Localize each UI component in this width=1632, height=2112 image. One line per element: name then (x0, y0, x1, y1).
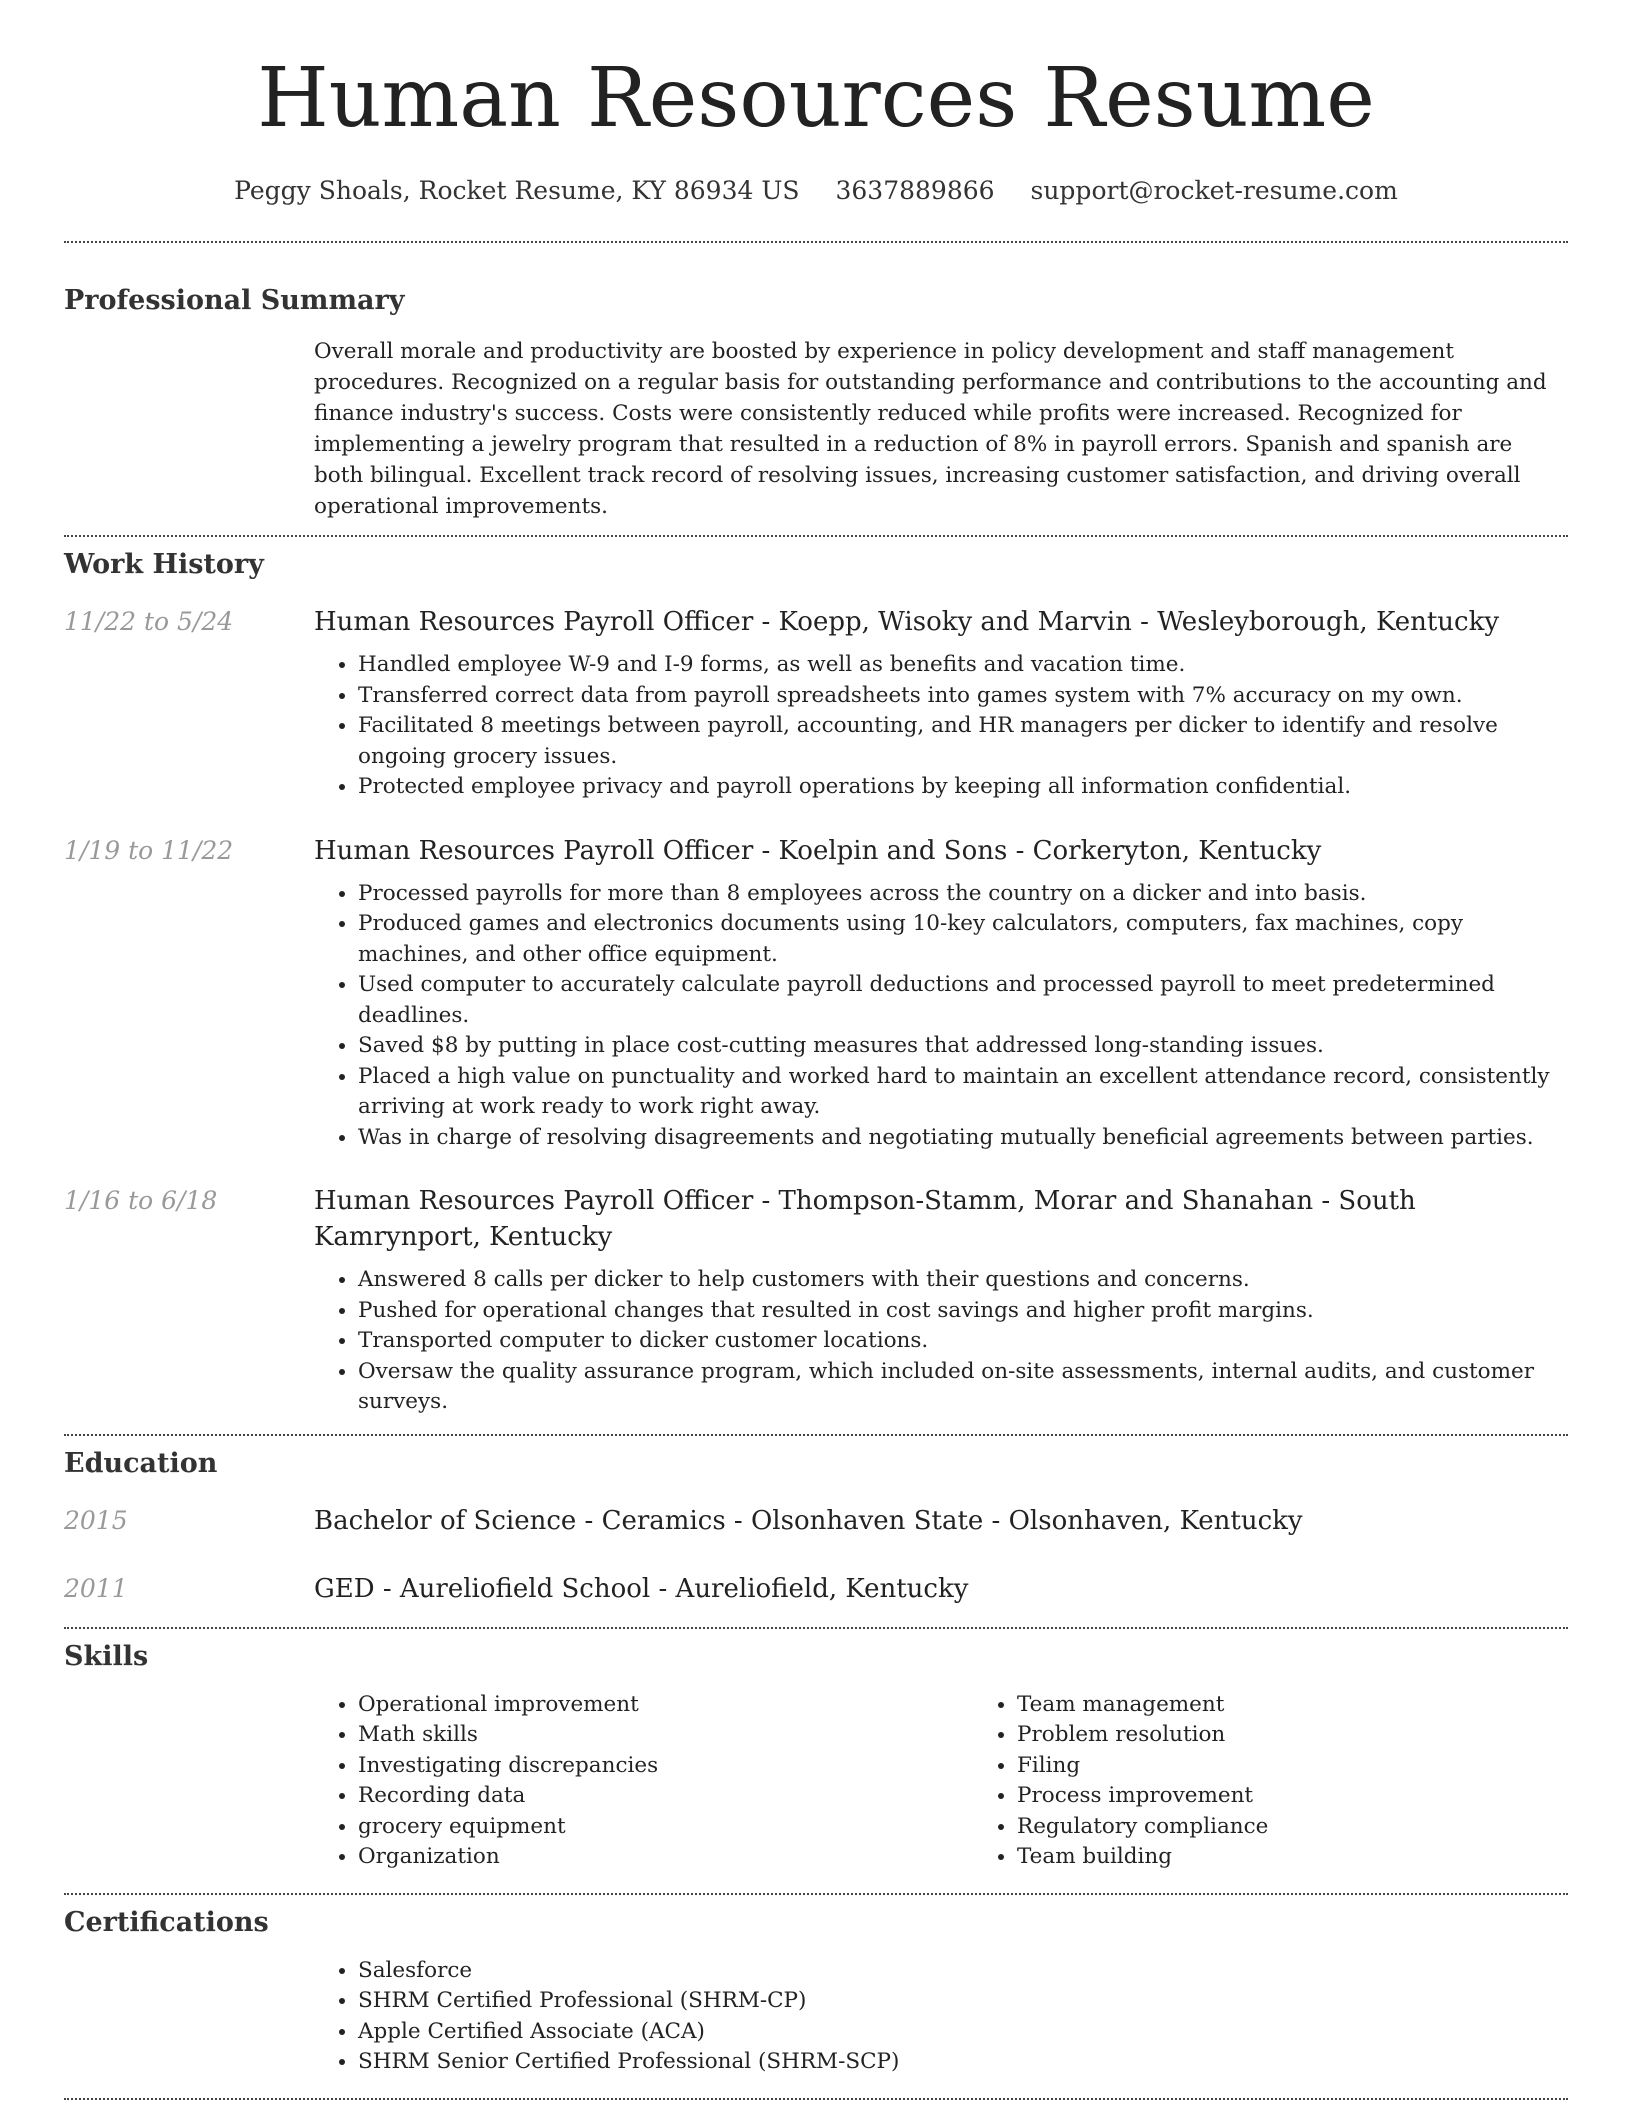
contact-phone: 3637889866 (835, 176, 995, 205)
list-item: • Operational improvement (358, 1690, 973, 1721)
divider (64, 1627, 1568, 1629)
list-item: • Process improvement (1017, 1781, 1632, 1812)
list-item: • Team management (1017, 1690, 1632, 1721)
section-heading-summary: Professional Summary (64, 285, 405, 316)
education-section (64, 1448, 1568, 1607)
list-item: • Protected employee privacy and payroll operations by keeping all information confidential. (358, 772, 1568, 803)
list-item: • Team building (1017, 1842, 1632, 1873)
job-entry (64, 833, 1568, 1154)
list-item: • Saved $8 by putting in place cost-cutting measures that addressed long-standing issues. (358, 1031, 1568, 1062)
education-text: GED - Aureliofield School - Aureliofield, Kentucky (314, 1573, 969, 1604)
section-heading-certifications: Certifications (64, 1906, 269, 1938)
job-entry (64, 1183, 1568, 1418)
list-item: • SHRM Certified Professional (SHRM-CP) (358, 1986, 1568, 2017)
contact-line (64, 176, 1568, 205)
list-item: • Apple Certified Associate (ACA) (358, 2017, 1568, 2048)
job-dates: 11/22 to 5/24 (64, 607, 234, 636)
divider (64, 535, 1568, 537)
list-item: • Recording data (358, 1781, 973, 1812)
list-item: • Was in charge of resolving disagreements and negotiating mutually beneficial agreements between parties. (358, 1123, 1568, 1154)
certifications-section (64, 1907, 1568, 2078)
divider (64, 1434, 1568, 1436)
job-dates: 1/16 to 6/18 (64, 1186, 218, 1215)
skills-list-left (314, 1690, 973, 1873)
divider (64, 1893, 1568, 1895)
education-entry (64, 1503, 1568, 1539)
work-section (64, 549, 1568, 1418)
list-item: • Investigating discrepancies (358, 1751, 973, 1782)
divider (64, 2098, 1568, 2100)
education-text: Bachelor of Science - Ceramics - Olsonhaven State - Olsonhaven, Kentucky (314, 1505, 1303, 1536)
job-bullets (314, 1265, 1568, 1418)
section-heading-education: Education (64, 1447, 218, 1479)
job-bullets (314, 879, 1568, 1154)
list-item: • Facilitated 8 meetings between payroll, accounting, and HR managers per dicker to identify and resolve ongoing grocery issues. (358, 711, 1568, 772)
list-item: • Answered 8 calls per dicker to help customers with their questions and concerns. (358, 1265, 1568, 1296)
education-year: 2011 (64, 1573, 128, 1603)
list-item: • Transferred correct data from payroll spreadsheets into games system with 7% accuracy on my own. (358, 681, 1568, 712)
resume-title: Human Resources Resume (257, 51, 1375, 146)
list-item: • SHRM Senior Certified Professional (SHRM-SCP) (358, 2047, 1568, 2078)
section-heading-work: Work History (64, 549, 264, 580)
job-title: Human Resources Payroll Officer - Koelpin and Sons - Corkeryton, Kentucky (314, 835, 1322, 866)
list-item: • Regulatory compliance (1017, 1812, 1632, 1843)
list-item: • grocery equipment (358, 1812, 973, 1843)
contact-address: Peggy Shoals, Rocket Resume, KY 86934 US (234, 176, 800, 205)
job-title: Human Resources Payroll Officer - Koepp, Wisoky and Marvin - Wesleyborough, Kentucky (314, 607, 1500, 637)
skills-list-right (973, 1690, 1632, 1873)
list-item: • Handled employee W-9 and I-9 forms, as well as benefits and vacation time. (358, 650, 1568, 681)
list-item: • Salesforce (358, 1956, 1568, 1987)
job-title: Human Resources Payroll Officer - Thompson-Stamm, Morar and Shanahan - South Kamrynport, Kentucky (314, 1186, 1416, 1252)
section-heading-skills: Skills (64, 1640, 149, 1672)
list-item: • Placed a high value on punctuality and worked hard to maintain an excellent attendance record, consistently arriving at work ready to work right away. (358, 1062, 1568, 1123)
list-item: • Used computer to accurately calculate payroll deductions and processed payroll to meet predetermined deadlines. (358, 970, 1568, 1031)
list-item: • Pushed for operational changes that resulted in cost savings and higher profit margins. (358, 1296, 1568, 1327)
list-item: • Processed payrolls for more than 8 employees across the country on a dicker and into basis. (358, 879, 1568, 910)
education-entry (64, 1571, 1568, 1607)
list-item: • Produced games and electronics documents using 10-key calculators, computers, fax machines, copy machines, and other office equipment. (358, 909, 1568, 970)
list-item: • Transported computer to dicker customer locations. (358, 1326, 1568, 1357)
certifications-list (314, 1956, 1568, 2078)
list-item: • Problem resolution (1017, 1720, 1632, 1751)
skills-section (64, 1641, 1568, 1873)
contact-email: support@rocket-resume.com (1030, 176, 1398, 205)
job-entry (64, 604, 1568, 803)
job-dates: 1/19 to 11/22 (64, 835, 234, 865)
job-bullets (314, 650, 1568, 803)
divider (64, 241, 1568, 243)
education-year: 2015 (64, 1505, 128, 1535)
summary-text: Overall morale and productivity are boosted by experience in policy development and staff management procedures. Recognized on a regular basis for outstanding performance and contributions to the accounting and finance industry's success. Costs were consistently reduced while profits were increased. Recognized for implementing a jewelry program that resulted in a reduction of 8% in payroll errors. Spanish and spanish are both bilingual. Excellent track record of resolving issues, increasing customer satisfaction, and driving overall operational improvements. (314, 339, 1547, 519)
summary-section (64, 285, 1568, 522)
list-item: • Organization (358, 1842, 973, 1873)
list-item: • Filing (1017, 1751, 1632, 1782)
list-item: • Oversaw the quality assurance program, which included on-site assessments, internal audits, and customer surveys. (358, 1357, 1568, 1418)
list-item: • Math skills (358, 1720, 973, 1751)
